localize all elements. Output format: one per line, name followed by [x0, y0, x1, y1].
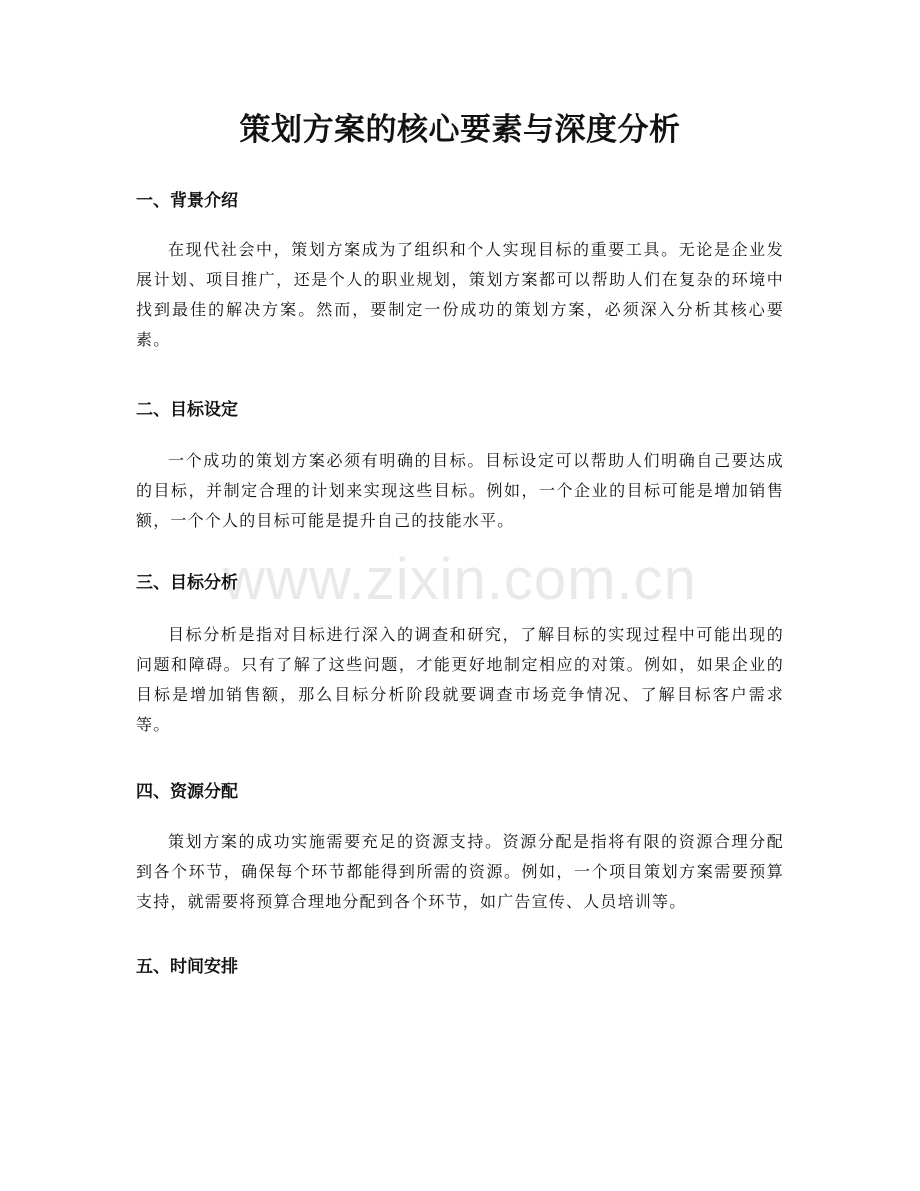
- section-paragraph-background: 在现代社会中，策划方案成为了组织和个人实现目标的重要工具。无论是企业发展计划、项目推广，还是个人的职业规划，策划方案都可以帮助人们在复杂的环境中找到最佳的解决方案。然而，要制定一份成功的策划方案，必须深入分析其核心要素。: [136, 240, 784, 349]
- section-paragraph-resource-allocation: 策划方案的成功实施需要充足的资源支持。资源分配是指将有限的资源合理分配到各个环节，确保每个环节都能得到所需的资源。例如，一个项目策划方案需要预算支持，就需要将预算合理地分配到各个环节，如广告宣传、人员培训等。: [136, 832, 784, 911]
- section-heading-goal-analysis: 三、目标分析: [136, 573, 238, 593]
- section-heading-goal-setting: 二、目标设定: [136, 400, 238, 420]
- section-paragraph-goal-setting: 一个成功的策划方案必须有明确的目标。目标设定可以帮助人们明确自己要达成的目标，并制定合理的计划来实现这些目标。例如，一个企业的目标可能是增加销售额，一个个人的目标可能是提升自己的技能水平。: [136, 451, 784, 530]
- section-paragraph-goal-analysis: 目标分析是指对目标进行深入的调查和研究，了解目标的实现过程中可能出现的问题和障碍。只有了解了这些问题，才能更好地制定相应的对策。例如，如果企业的目标是增加销售额，那么目标分析阶段就要调查市场竞争情况、了解目标客户需求等。: [136, 625, 784, 734]
- document-title: 策划方案的核心要素与深度分析: [239, 112, 681, 148]
- watermark: www.zixin.com.cn: [223, 547, 697, 612]
- section-heading-background: 一、背景介绍: [136, 191, 238, 211]
- section-heading-time-schedule: 五、时间安排: [136, 957, 238, 977]
- section-heading-resource-allocation: 四、资源分配: [136, 782, 238, 802]
